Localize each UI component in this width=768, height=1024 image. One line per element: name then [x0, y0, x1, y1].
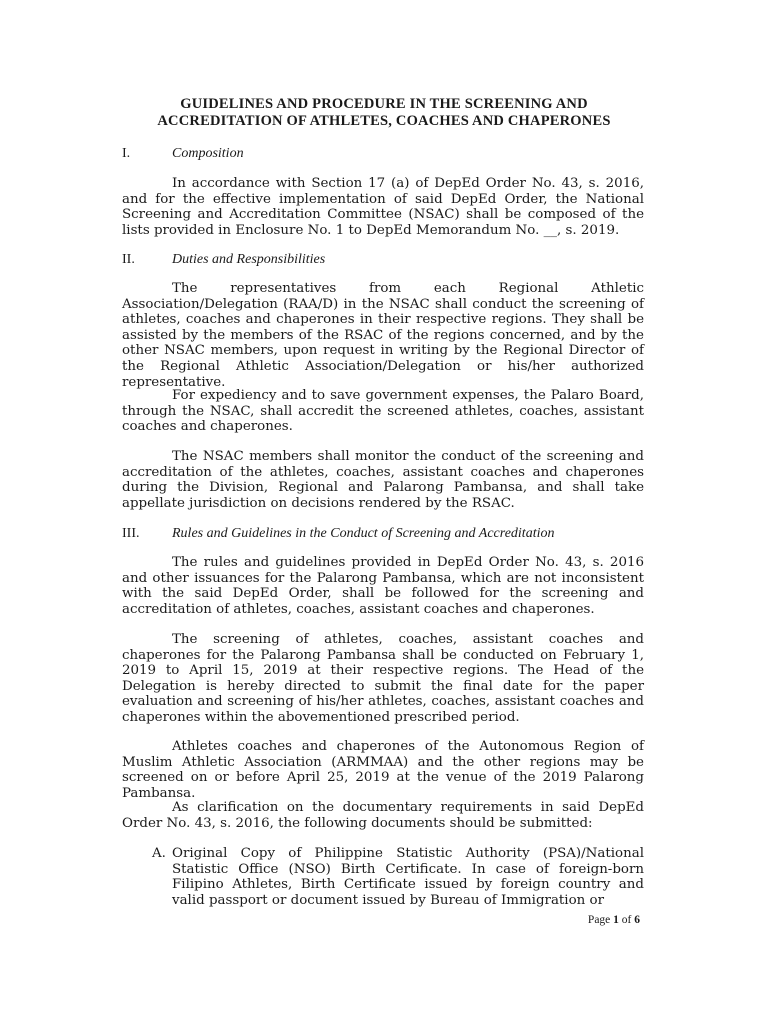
footer-middle: of	[618, 914, 635, 926]
section-title: Composition	[172, 146, 244, 161]
document-title-line-1: GUIDELINES AND PROCEDURE IN THE SCREENING AND	[180, 96, 588, 112]
paragraph-rules: The rules and guidelines provided in DepEd Order No. 43, s. 2016 and other issuances for the Palarong Pambansa, which are not inconsistent with the said DepEd Order, shall be followed for the screening and accreditation of athletes, coaches, assistant coaches and chaperones.	[122, 555, 644, 617]
footer-current-page: 1	[613, 914, 619, 926]
list-item-a	[152, 846, 644, 908]
paragraph-screening-schedule: The screening of athletes, coaches, assistant coaches and chaperones for the Palarong Pambansa shall be conducted on February 1, 2019 to April 15, 2019 at their respective regions. The Head of the Delegation is hereby directed to submit the final date for the paper evaluation and screening of his/her athletes, coaches, assistant coaches and chaperones within the abovementioned prescribed period.	[122, 632, 644, 725]
section-title: Rules and Guidelines in the Conduct of Screening and Accreditation	[172, 526, 555, 541]
footer-prefix: Page	[587, 914, 614, 926]
footer-total-pages: 6	[634, 914, 640, 926]
list-item-label: A.	[152, 846, 166, 861]
section-number: II.	[122, 252, 135, 267]
section-number: I.	[122, 146, 131, 161]
page-footer	[588, 914, 640, 926]
section-title: Duties and Responsibilities	[172, 252, 326, 267]
paragraph-nsac-monitor: The NSAC members shall monitor the conduct of the screening and accreditation of the athletes, coaches, assistant coaches and chaperones during the Division, Regional and Palarong Pambansa, and shall take appellate jurisdiction on decisions rendered by the RSAC.	[122, 449, 644, 511]
paragraph-armmaa: Athletes coaches and chaperones of the Autonomous Region of Muslim Athletic Association (ARMMAA) and the other regions may be screened on or before April 25, 2019 at the venue of the 2019 Palarong Pambansa.	[122, 739, 644, 801]
paragraph-expediency: For expediency and to save government expenses, the Palaro Board, through the NSAC, shall accredit the screened athletes, coaches, assistant coaches and chaperones.	[122, 388, 644, 435]
paragraph-composition: In accordance with Section 17 (a) of DepEd Order No. 43, s. 2016, and for the effective implementation of said DepEd Order, the National Screening and Accreditation Committee (NSAC) shall be composed of the lists provided in Enclosure No. 1 to DepEd Memorandum No. __, s. 2019.	[122, 176, 644, 238]
document-title-line-2: ACCREDITATION OF ATHLETES, COACHES AND CHAPERONES	[157, 113, 611, 129]
paragraph-representatives: The representatives from each Regional Athletic Association/Delegation (RAA/D) in the NSAC shall conduct the screening of athletes, coaches and chaperones in their respective regions. They shall be assisted by the members of the RSAC of the regions concerned, and by the other NSAC members, upon request in writing by the Regional Director of the Regional Athletic Association/Delegation or his/her authorized representative.	[122, 281, 644, 390]
section-number: III.	[122, 526, 140, 541]
paragraph-clarification: As clarification on the documentary requirements in said DepEd Order No. 43, s. 2016, the following documents should be submitted:	[122, 800, 644, 831]
list-item-text: Original Copy of Philippine Statistic Authority (PSA)/National Statistic Office (NSO) Birth Certificate. In case of foreign-born Filipino Athletes, Birth Certificate issued by foreign country and valid passport or document issued by Bureau of Immigration or	[172, 846, 644, 908]
